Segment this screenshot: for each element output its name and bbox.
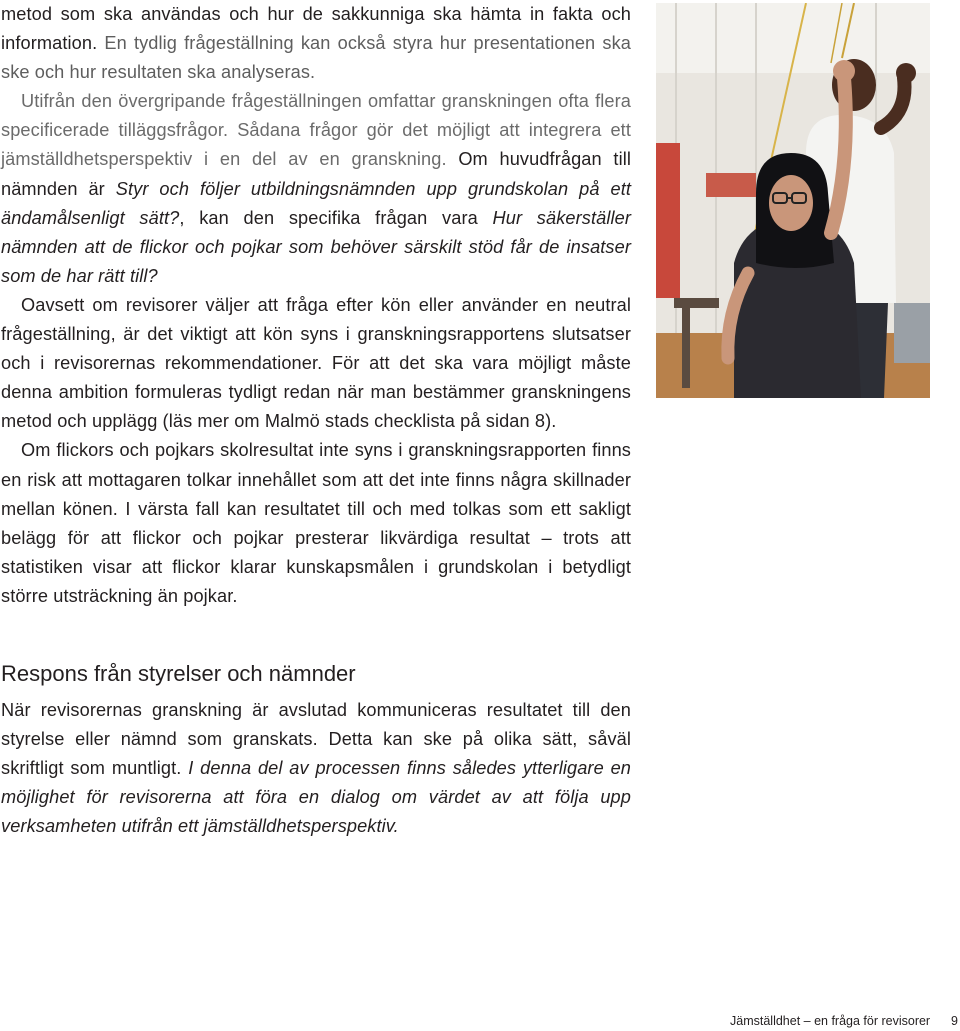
paragraph-huvudfraga-italic: Styr och följer utbildningsnämnden upp grundskolan på ett ändamålsenligt sätt? (1, 178, 631, 228)
section-heading: Respons från styrelser och nämnder (1, 661, 356, 686)
paragraph-tilläggsfrågor-gray: Utifrån den övergripande frågeställningen omfattar granskningen ofta flera specificerade tilläggsfrågor. Sådana frågor gör det möjligt att integrera ett jämställdhetsperspektiv i en del av en granskning. (1, 91, 631, 170)
paragraph-specifik-fraga-italic: Hur säkerställer nämnden att de flickor och pojkar som behöver särskilt stöd får de insatser som de har rätt till? (1, 207, 631, 286)
main-text-column (1, 0, 631, 611)
paragraph-respons (1, 696, 631, 841)
section-body (1, 696, 631, 841)
paragraph-oavsett: Oavsett om revisorer väljer att fråga efter kön eller använder en neutral frågeställning, är det viktigt att kön syns i granskningsrapportens slutsatser och i revisorernas rekommendationer. För att det ska vara möjligt måste denna ambition formuleras tydligt redan när man bestämmer granskningens metod och upplägg (läs mer om Malmö stads checklista på sidan 8). (1, 294, 631, 432)
paragraph-skolresultat: Om flickors och pojkars skolresultat inte syns i granskningsrapporten finns en risk att mottagaren tolkar innehållet som att det inte finns några skillnader mellan könen. I värsta fall kan resultatet till och med tolkas som ett sakligt belägg för att flickor och pojkar presterar likvärdiga resultat – trots att statistiken visar att flickor klarar kunskapsmålen i grundskolan i betydligt större utsträckning än pojkar. (1, 440, 631, 606)
paragraph-tilläggsfrågor (1, 87, 631, 291)
photo-illustration (656, 3, 930, 398)
paragraph-respons-text: När revisorernas granskning är avslutad kommuniceras resultatet till den styrelse eller nämnd som granskats. Detta kan ske på olika sätt, såväl skriftligt som muntligt. (1, 700, 631, 779)
paragraph-intro-rest: En tydlig frågeställning kan också styra hur presentationen ska ske och hur resultaten ska analyseras. (1, 33, 631, 83)
paragraph-specifik-fraga-a: , kan den specifika frågan vara (179, 207, 493, 228)
paragraph-intro-line1: metod som ska användas och hur de sakkunniga ska hämta in fakta och information. (1, 4, 631, 54)
paragraph-respons-italic: I denna del av processen finns således ytterligare en möjlighet för revisorerna att föra en dialog om värdet av att följa upp verksamheten utifrån ett jämställdhetsperspektiv. (1, 758, 631, 837)
page-number: 9 (951, 1014, 958, 1028)
paragraph-intro (1, 0, 631, 87)
rehabilitation-photo (656, 3, 930, 398)
footer-title: Jämställdhet – en fråga för revisorer (730, 1014, 931, 1028)
paragraph-huvudfraga-a: Om huvudfrågan till nämnden är (1, 149, 631, 199)
page-footer (730, 1013, 958, 1029)
